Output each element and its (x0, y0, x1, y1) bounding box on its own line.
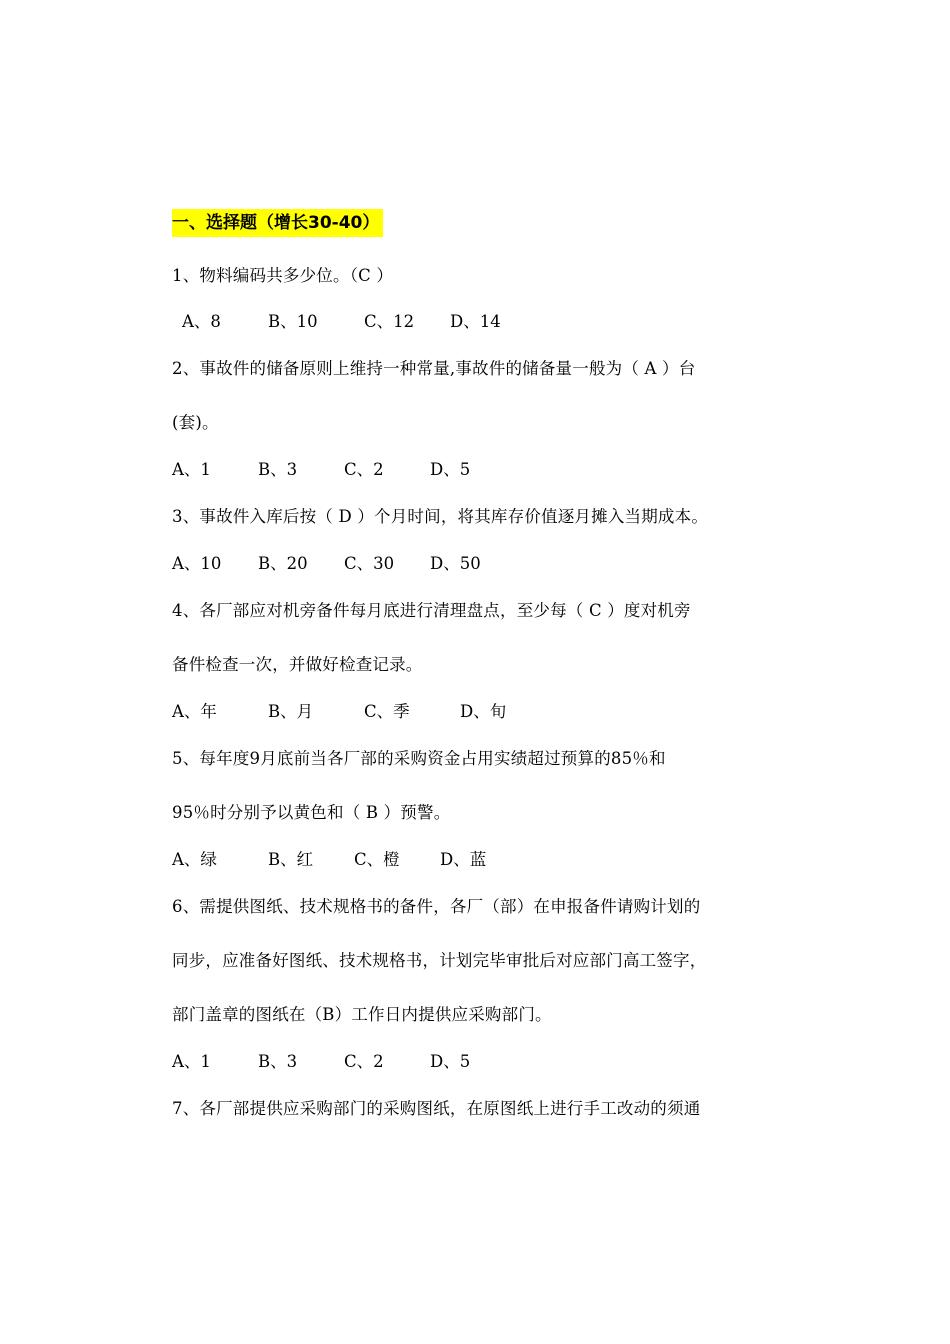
question-4-option-c: C、季 (364, 702, 410, 721)
section-title: 一、选择题（增长30-40） (172, 209, 383, 237)
question-1-option-a: A、8 (182, 312, 221, 331)
question-4-option-d: D、旬 (460, 702, 507, 721)
question-1-option-b: B、10 (268, 312, 318, 331)
question-4-line-2: 备件检查一次，并做好检查记录。 (172, 655, 423, 674)
question-6-line-2: 同步，应准备好图纸、技术规格书，计划完毕审批后对应部门高工签字， (172, 951, 707, 970)
question-2-option-c: C、2 (344, 460, 384, 479)
question-6-option-a: A、1 (172, 1052, 211, 1071)
question-4-option-a: A、年 (172, 702, 217, 721)
question-6-option-c: C、2 (344, 1052, 384, 1071)
question-5-option-a: A、绿 (172, 850, 217, 869)
question-3-option-b: B、20 (258, 554, 308, 573)
question-6-line-1: 6、需提供图纸、技术规格书的备件，各厂（部）在申报备件请购计划的 (172, 897, 701, 916)
question-2-option-d: D、5 (430, 460, 471, 479)
question-4-line-1: 4、各厂部应对机旁备件每月底进行清理盘点，至少每（ C ）度对机旁 (172, 601, 691, 620)
question-6-line-3: 部门盖章的图纸在（B）工作日内提供应采购部门。 (172, 1005, 552, 1024)
question-2-option-a: A、1 (172, 460, 211, 479)
question-2-line-1: 2、事故件的储备原则上维持一种常量,事故件的储备量一般为（ A ）台 (172, 359, 696, 378)
question-7-line-1: 7、各厂部提供应采购部门的采购图纸，在原图纸上进行手工改动的须通 (172, 1099, 701, 1118)
question-1-option-d: D、14 (450, 312, 501, 331)
question-2-line-2: (套)。 (172, 413, 219, 432)
question-3-option-c: C、30 (344, 554, 395, 573)
question-2-option-b: B、3 (258, 460, 298, 479)
question-5-option-d: D、蓝 (440, 850, 487, 869)
question-3-option-d: D、50 (430, 554, 481, 573)
question-1-option-c: C、12 (364, 312, 415, 331)
question-5-line-2: 95％时分别予以黄色和（ B ）预警。 (172, 803, 451, 822)
question-1-line-1: 1、物料编码共多少位。（C ） (172, 266, 394, 285)
question-5-option-c: C、橙 (354, 850, 400, 869)
question-5-option-b: B、红 (268, 850, 314, 869)
question-3-option-a: A、10 (172, 554, 222, 573)
question-4-option-b: B、月 (268, 702, 314, 721)
question-6-option-d: D、5 (430, 1052, 471, 1071)
question-3-line-1: 3、事故件入库后按（ D ）个月时间，将其库存价值逐月摊入当期成本。 (172, 507, 709, 526)
question-5-line-1: 5、每年度9月底前当各厂部的采购资金占用实绩超过预算的85％和 (172, 749, 666, 768)
question-6-option-b: B、3 (258, 1052, 298, 1071)
